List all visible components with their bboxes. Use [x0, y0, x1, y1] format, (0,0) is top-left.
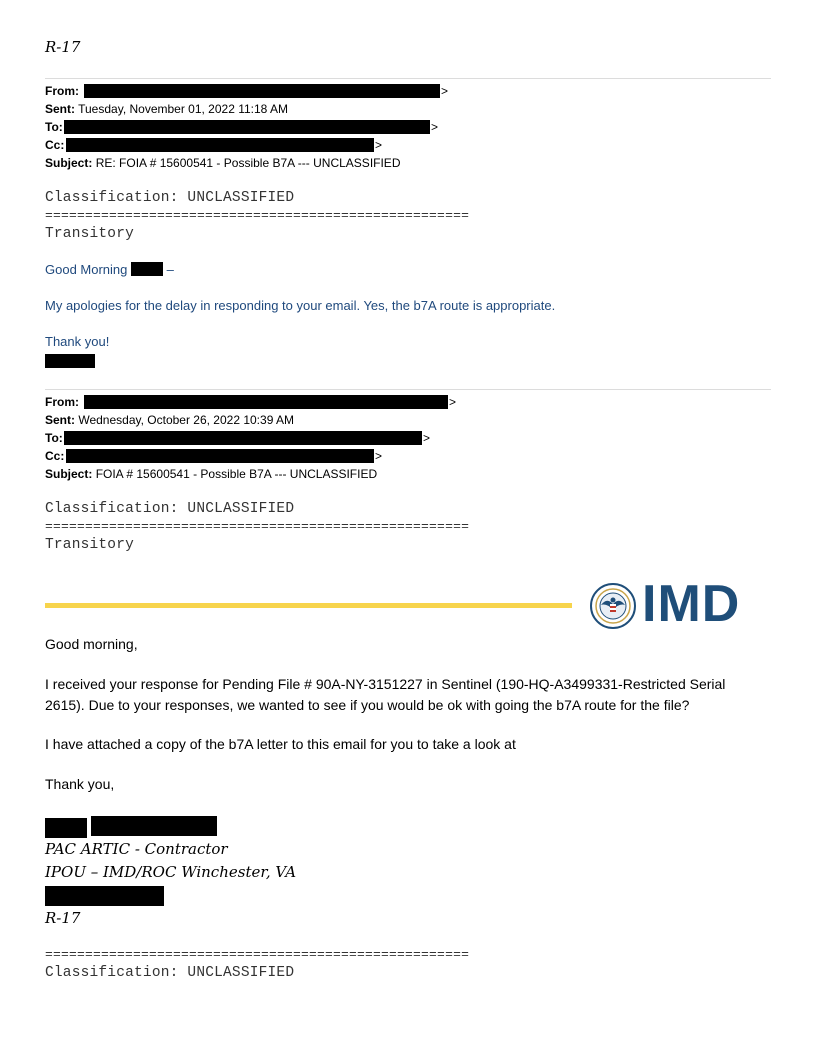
footer-classification: Classification: UNCLASSIFIED [45, 965, 295, 981]
email2-paragraph1: I received your response for Pending File # 90A-NY-3151227 in Sentinel (190-HQ-A3499331-Restricted Serial 2615). Due to your responses, we wanted to see if you would be ok with going the b7A route for the file? [45, 676, 726, 713]
signature-line-2: IPOU – IMD/ROC Winchester, VA [45, 863, 297, 881]
email1-subject-row [45, 154, 400, 172]
email2-to-suffix: > [423, 431, 431, 445]
redaction-block [66, 138, 374, 152]
email2-sent-label: Sent: [45, 413, 75, 427]
email2-sent-value: Wednesday, October 26, 2022 10:39 AM [78, 413, 295, 427]
footer-separator: ===================================================== [45, 947, 470, 962]
email1-sent-label: Sent: [45, 102, 75, 116]
email1-from-suffix: > [441, 84, 449, 98]
email2-sent-row [45, 411, 294, 429]
email1-sent-row [45, 100, 288, 118]
email1-classification: Classification: UNCLASSIFIED [45, 190, 295, 206]
email2-subject-label: Subject: [45, 467, 93, 481]
redaction-block [131, 262, 163, 276]
email2-cc-label: Cc: [45, 449, 65, 463]
redaction-block [91, 816, 217, 836]
email2-to-label: To: [45, 431, 63, 445]
email2-subject-value: FOIA # 15600541 - Possible B7A --- UNCLASSIFIED [95, 467, 378, 481]
signature-label: R-17 [45, 909, 81, 927]
redaction-block [45, 818, 87, 838]
signature-line-1: PAC ARTIC - Contractor [45, 840, 228, 858]
email1-separator: ===================================================== [45, 208, 470, 223]
email2-caveat: Transitory [45, 537, 135, 553]
redaction-block [84, 84, 440, 98]
redaction-block [64, 431, 422, 445]
email1-sent-value: Tuesday, November 01, 2022 11:18 AM [78, 102, 289, 116]
email1-greeting [45, 262, 174, 277]
email1-greeting-dash: – [166, 262, 174, 277]
email2-separator: ===================================================== [45, 519, 470, 534]
email2-from-label: From: [45, 395, 79, 409]
email2-subject-row [45, 465, 377, 483]
seal-icon [590, 583, 636, 629]
email1-cc-label: Cc: [45, 138, 65, 152]
email2-paragraph2: I have attached a copy of the b7A letter to this email for you to take a look at [45, 736, 516, 752]
email2-classification: Classification: UNCLASSIFIED [45, 501, 295, 517]
page-label-top: R-17 [45, 38, 81, 56]
divider-top [45, 78, 771, 79]
email1-to-suffix: > [431, 120, 439, 134]
email1-subject-label: Subject: [45, 156, 93, 170]
email2-cc-row [45, 447, 64, 465]
redaction-block [45, 354, 95, 368]
email1-closing: Thank you! [45, 334, 110, 349]
email2-to-row [45, 429, 63, 447]
logo-text: IMD [642, 575, 741, 633]
redaction-block [66, 449, 374, 463]
email1-to-label: To: [45, 120, 63, 134]
redaction-block [45, 886, 164, 906]
email2-greeting: Good morning, [45, 636, 138, 652]
banner-yellow-line [45, 603, 572, 608]
email2-cc-suffix: > [375, 449, 383, 463]
email1-from-label: From: [45, 84, 79, 98]
email1-cc-row [45, 136, 64, 154]
email1-subject-value: RE: FOIA # 15600541 - Possible B7A --- UNCLASSIFIED [95, 156, 401, 170]
email1-from-row [45, 82, 79, 100]
email1-to-row [45, 118, 63, 136]
email1-caveat: Transitory [45, 226, 135, 242]
email2-from-row [45, 393, 79, 411]
email1-greeting-text: Good Morning [45, 262, 128, 277]
redaction-block [64, 120, 430, 134]
email2-closing: Thank you, [45, 776, 115, 792]
email2-from-suffix: > [449, 395, 457, 409]
divider-middle [45, 389, 771, 390]
redaction-block [84, 395, 448, 409]
email1-body-text: My apologies for the delay in responding to your email. Yes, the b7A route is appropriate. [45, 298, 556, 313]
email1-cc-suffix: > [375, 138, 383, 152]
